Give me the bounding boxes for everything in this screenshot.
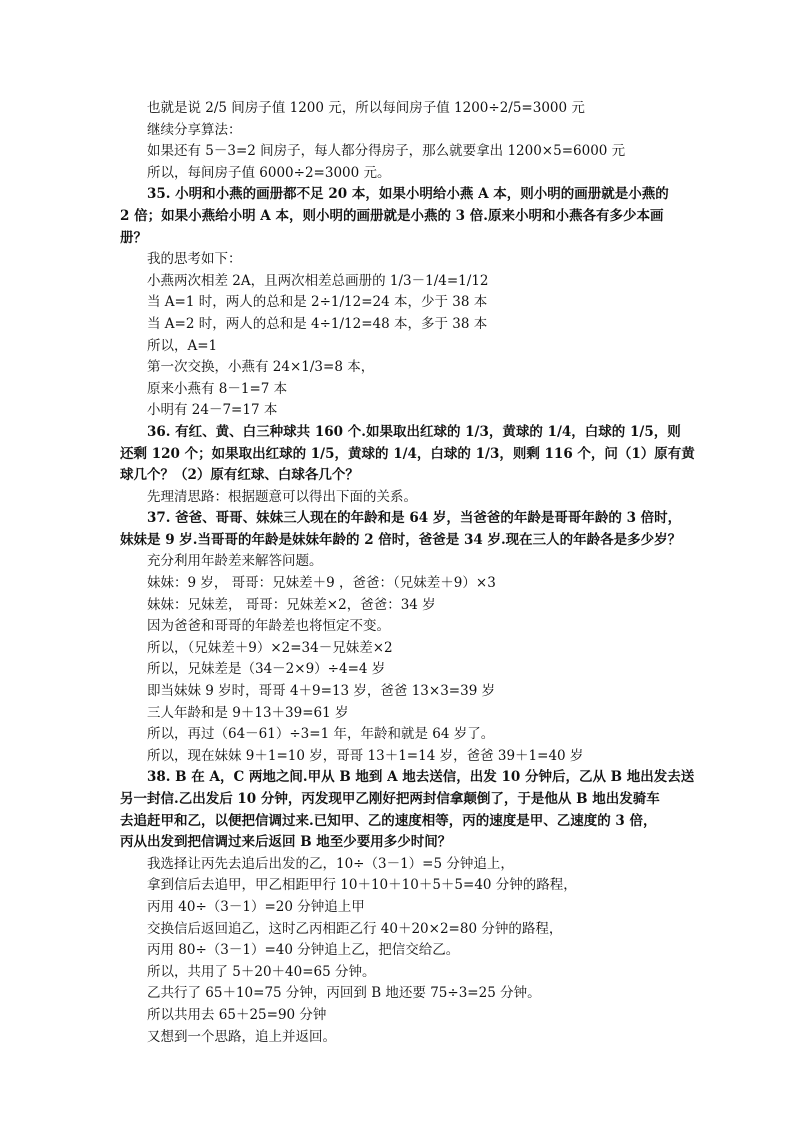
problem-text-line: 36. 有红、黄、白三种球共 160 个.如果取出红球的 1/3，黄球的 1/4，白球的 1/5，则: [147, 423, 681, 440]
solution-text-line: 妹妹：兄妹差， 哥哥：兄妹差×2，爸爸：34 岁: [147, 596, 436, 613]
solution-text-line: 所以，（兄妹差＋9）×2=34－兄妹差×2: [147, 639, 393, 656]
problem-text-line: 册？: [120, 229, 147, 246]
solution-text-line: 所以，A=1: [147, 337, 218, 354]
solution-text-line: 丙用 80÷（3－1）=40 分钟追上乙，把信交给乙。: [147, 942, 460, 959]
solution-text-line: 原来小燕有 8－1=7 本: [147, 380, 288, 397]
solution-text-line: 我选择让丙先去追后出发的乙，10÷（3－1）=5 分钟追上，: [147, 855, 514, 872]
problem-text-line: 35. 小明和小燕的画册都不足 20 本，如果小明给小燕 A 本，则小明的画册就是小燕的: [147, 186, 669, 203]
problem-text-line: 球几个？（2）原有红球、白球各几个？: [120, 467, 359, 484]
document-body: [120, 98, 695, 1048]
solution-text-line: 如果还有 5－3=2 间房子，每人都分得房子，那么就要拿出 1200×5=6000 元: [147, 143, 626, 160]
problem-text-line: 另一封信.乙出发后 10 分钟，丙发现甲乙刚好把两封信拿颠倒了，于是他从 B 地出发骑车: [120, 791, 660, 807]
solution-text-line: 我的思考如下：: [147, 251, 242, 268]
solution-text-line: 所以共用去 65＋25=90 分钟: [147, 1006, 327, 1023]
solution-text-line: 充分利用年龄差来解答问题。: [147, 553, 323, 570]
solution-text-line: 当 A=1 时，两人的总和是 2÷1/12=24 本，少于 38 本: [147, 294, 488, 311]
problem-text-line: 丙从出发到把信调过来后返回 B 地至少要用多少时间？: [120, 834, 452, 851]
solution-text-line: 所以，每间房子值 6000÷2=3000 元。: [147, 164, 391, 181]
solution-text-line: 即当妹妹 9 岁时，哥哥 4＋9=13 岁，爸爸 13×3=39 岁: [147, 683, 496, 700]
problem-text-line: 38. B 在 A，C 两地之间.甲从 B 地到 A 地去送信，出发 10 分钟后，乙从 B 地出发去送: [147, 769, 695, 786]
solution-text-line: 妹妹：9 岁， 哥哥：兄妹差＋9 ，爸爸：（兄妹差＋9）×3: [147, 575, 496, 592]
solution-text-line: 继续分享算法：: [147, 121, 242, 138]
solution-text-line: 又想到一个思路，追上并返回。: [147, 1028, 336, 1045]
solution-text-line: 因为爸爸和哥哥的年龄差也将恒定不变。: [147, 618, 390, 635]
solution-text-line: 乙共行了 65＋10=75 分钟，丙回到 B 地还要 75÷3=25 分钟。: [147, 985, 541, 1002]
solution-text-line: 所以，现在妹妹 9＋1=10 岁，哥哥 13＋1=14 岁，爸爸 39＋1=40 岁: [147, 747, 584, 764]
solution-text-line: 也就是说 2/5 间房子值 1200 元，所以每间房子值 1200÷2/5=3000 元: [147, 100, 585, 116]
problem-text-line: 还剩 120 个；如果取出红球的 1/5，黄球的 1/4，白球的 1/3，则剩 116 个，问（1）原有黄: [120, 445, 695, 462]
solution-text-line: 交换信后返回追乙，这时乙丙相距乙行 40＋20×2=80 分钟的路程，: [147, 920, 563, 937]
solution-text-line: 拿到信后去追甲，甲乙相距甲行 10＋10＋10＋5＋5=40 分钟的路程，: [147, 877, 577, 894]
solution-text-line: 丙用 40÷（3－1）=20 分钟追上甲: [147, 898, 365, 915]
problem-text-line: 去追赶甲和乙，以便把信调过来.已知甲、乙的速度相等，丙的速度是甲、乙速度的 3 倍，: [120, 812, 657, 829]
solution-text-line: 小燕两次相差 2A，且两次相差总画册的 1/3－1/4=1/12: [147, 272, 489, 289]
solution-text-line: 小明有 24－7=17 本: [147, 402, 278, 419]
problem-text-line: 37. 爸爸、哥哥、妹妹三人现在的年龄和是 64 岁，当爸爸的年龄是哥哥年龄的 3 倍时，: [147, 510, 682, 527]
solution-text-line: 第一次交换，小燕有 24×1/3=8 本，: [147, 359, 375, 376]
solution-text-line: 当 A=2 时，两人的总和是 4÷1/12=48 本，多于 38 本: [147, 315, 488, 332]
solution-text-line: 所以，共用了 5＋20＋40=65 分钟。: [147, 963, 376, 980]
problem-text-line: 妹妹是 9 岁.当哥哥的年龄是妹妹年龄的 2 倍时，爸爸是 34 岁.现在三人的年龄各是多少岁？: [120, 531, 682, 548]
problem-text-line: 2 倍；如果小燕给小明 A 本，则小明的画册就是小燕的 3 倍.原来小明和小燕各有多少本画: [120, 207, 664, 224]
solution-text-line: 所以，再过（64－61）÷3=1 年，年龄和就是 64 岁了。: [147, 726, 495, 743]
solution-text-line: 三人年龄和是 9＋13＋39=61 岁: [147, 704, 349, 721]
solution-text-line: 先理清思路：根据题意可以得出下面的关系。: [147, 488, 417, 505]
solution-text-line: 所以，兄妹差是（34－2×9）÷4=4 岁: [147, 661, 386, 678]
